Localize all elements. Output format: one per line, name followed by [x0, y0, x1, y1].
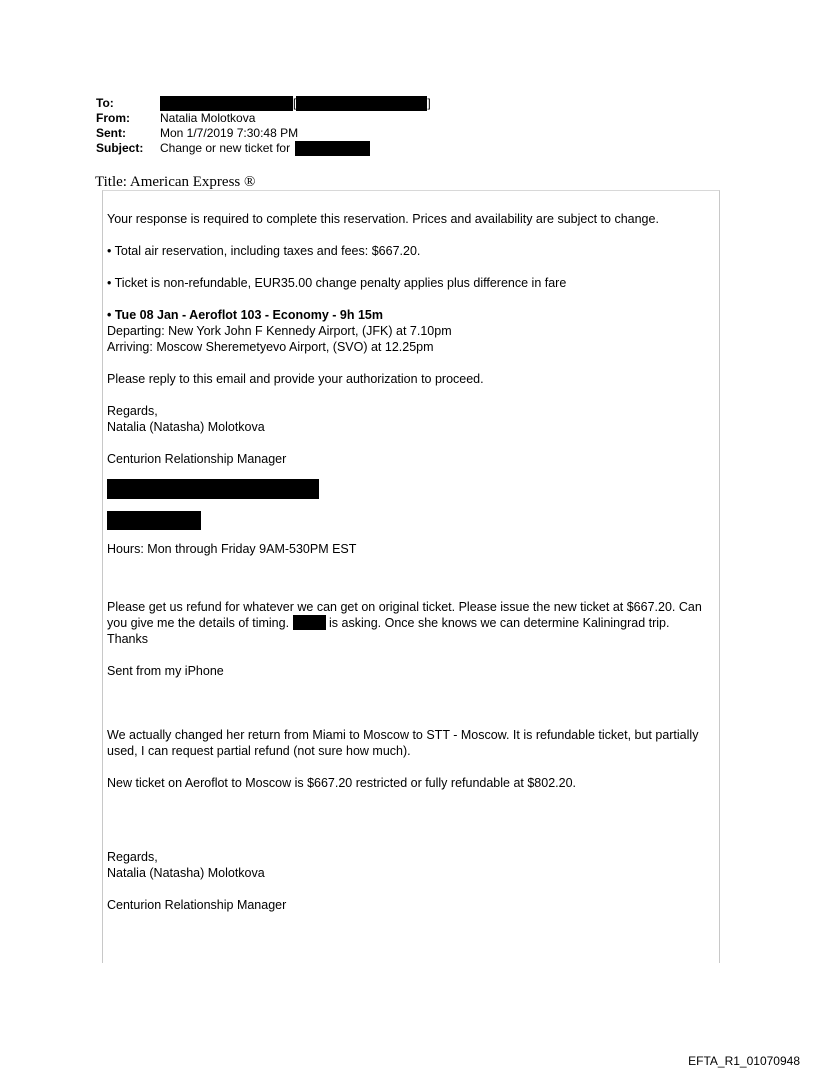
- bullet-total: • Total air reservation, including taxes and fees: $667.20.: [107, 244, 421, 258]
- to-label: To:: [96, 96, 114, 110]
- flight-heading: • Tue 08 Jan - Aeroflot 103 - Economy - 9h 15m: [107, 308, 383, 322]
- signature-title-2: Centurion Relationship Manager: [107, 898, 287, 912]
- redaction-bar: [293, 615, 326, 630]
- to-bracket-close: ]: [427, 96, 431, 110]
- redaction-bar: [296, 96, 427, 111]
- subject-text: Change or new ticket for: [160, 141, 291, 155]
- to-value: [160, 96, 431, 111]
- departing-text: Departing: New York John F Kennedy Airport, (JFK) at 7.10pm: [107, 324, 452, 338]
- email-header: [96, 96, 516, 156]
- redaction-bar: [295, 141, 370, 156]
- regards-text: Regards,: [107, 404, 158, 418]
- document-id: EFTA_R1_01070948: [688, 1054, 800, 1068]
- from-value: Natalia Molotkova: [160, 111, 256, 125]
- from-row: [96, 111, 516, 126]
- subject-value: [160, 141, 370, 156]
- intro-text: Your response is required to complete this reservation. Prices and availability are subject to change.: [107, 212, 659, 226]
- redaction-bar: [160, 96, 293, 111]
- message-body: [107, 211, 707, 913]
- subject-row: [96, 141, 516, 156]
- sent-row: [96, 126, 516, 141]
- hours-text: Hours: Mon through Friday 9AM-530PM EST: [107, 542, 357, 556]
- signature-name-2: Natalia (Natasha) Molotkova: [107, 866, 265, 880]
- to-row: [96, 96, 516, 111]
- sent-label: Sent:: [96, 126, 126, 140]
- arriving-text: Arriving: Moscow Sheremetyevo Airport, (SVO) at 12.25pm: [107, 340, 434, 354]
- to-bracket-open: [: [293, 96, 297, 110]
- reply-part1: Please get us refund for whatever we can get on original ticket. Please issue the new ticket at $667.20. Can you give me the details of timing.: [107, 600, 702, 630]
- signature-title: Centurion Relationship Manager: [107, 452, 287, 466]
- reply-part2: is asking. Once she knows we can determine Kaliningrad trip. Thanks: [107, 616, 670, 646]
- redaction-bar: [107, 511, 201, 530]
- signature-name: Natalia (Natasha) Molotkova: [107, 420, 265, 434]
- new-ticket-text: New ticket on Aeroflot to Moscow is $667.20 restricted or fully refundable at $802.20.: [107, 776, 577, 790]
- sent-from-text: Sent from my iPhone: [107, 664, 224, 678]
- sent-value: Mon 1/7/2019 7:30:48 PM: [160, 126, 299, 140]
- from-label: From:: [96, 111, 130, 125]
- subject-label: Subject:: [96, 141, 144, 155]
- bullet-ticket: • Ticket is non-refundable, EUR35.00 change penalty applies plus difference in fare: [107, 276, 567, 290]
- redaction-bar: [107, 479, 319, 499]
- reply-text: [107, 599, 707, 647]
- title-line: Title: American Express ®: [95, 174, 256, 190]
- please-reply-text: Please reply to this email and provide your authorization to proceed.: [107, 372, 484, 386]
- changed-return-text: We actually changed her return from Miami to Moscow to STT - Moscow. It is refundable ticket, but partially used, I can request partial refund (not sure how much).: [107, 728, 699, 758]
- regards-text-2: Regards,: [107, 850, 158, 864]
